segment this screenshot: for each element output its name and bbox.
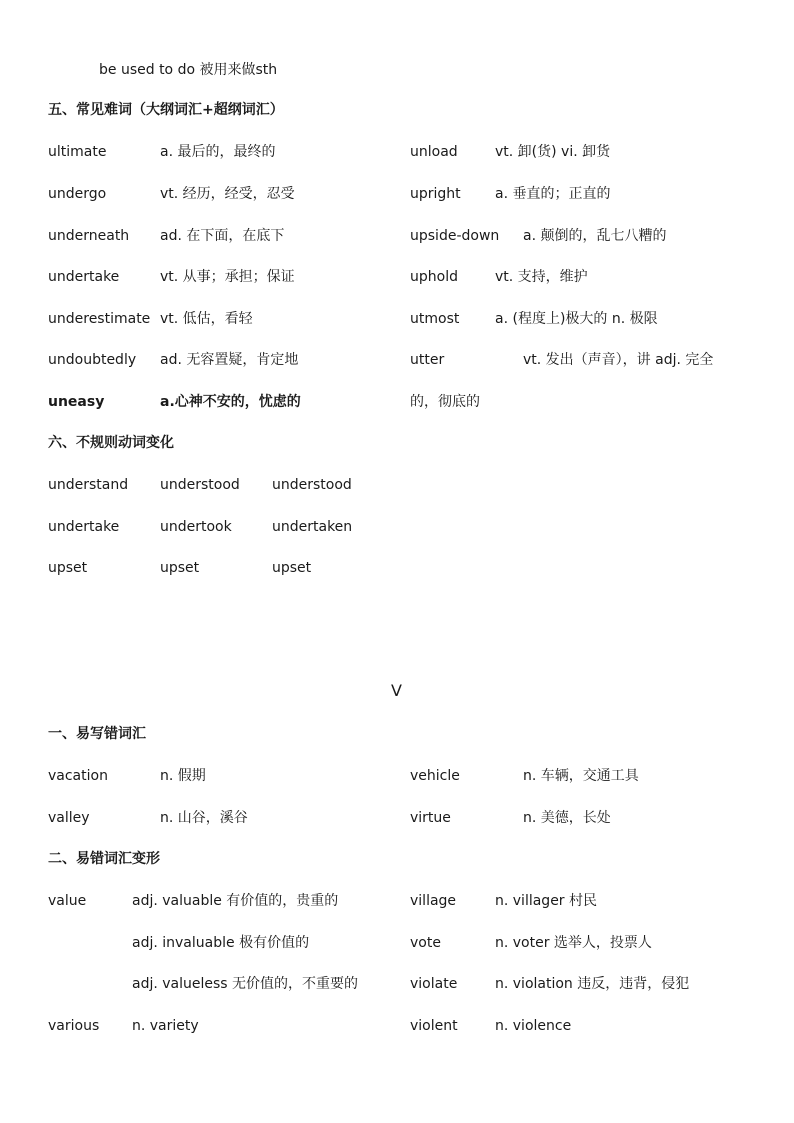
v1-row0-def: n. 假期 (160, 768, 206, 784)
s5-right-def-5: vt. 发出（声音），讲 adj. 完全 (523, 352, 714, 368)
s5-right-def-4: a. (程度上)极大的 n. 极限 (495, 311, 658, 327)
s6-row1-pp: undertaken (272, 519, 353, 535)
v1-row0-def2: n. 车辆，交通工具 (523, 768, 639, 784)
s5-left-word-3: undertake (48, 269, 120, 285)
v2-row2-form: adj. valueless 无价值的，不重要的 (132, 976, 359, 992)
s5-right-word-3: uphold (410, 269, 458, 285)
v2-row1-form: adj. invaluable 极有价值的 (132, 935, 310, 951)
v2-row0-form2: n. villager 村民 (495, 893, 598, 909)
v2-row2-form2: n. violation 违反，违背，侵犯 (495, 976, 690, 992)
intro-line: be used to do 被用来做sth (99, 62, 278, 78)
s6-row0-pp: understood (272, 477, 352, 493)
v2-row2-word2: violate (410, 976, 458, 992)
s6-row2-pp: upset (272, 560, 312, 576)
s5-left-def-5: ad. 无容置疑，肯定地 (160, 352, 299, 368)
v-section2-heading: 二、易错词汇变形 (48, 851, 160, 867)
v2-row3-word2: violent (410, 1018, 458, 1034)
v1-row0-word: vacation (48, 768, 108, 784)
v2-row3-word: various (48, 1018, 100, 1034)
v1-row1-def2: n. 美德，长处 (523, 810, 611, 826)
v-section1-heading: 一、易写错词汇 (48, 726, 146, 742)
s5-right-word-2: upside-down (410, 228, 500, 244)
s5-right-word-0: unload (410, 144, 458, 160)
s6-row2-past: upset (160, 560, 200, 576)
letter-heading: V (391, 681, 402, 700)
v1-row0-word2: vehicle (410, 768, 460, 784)
v1-row1-word2: virtue (410, 810, 451, 826)
s6-row2-base: upset (48, 560, 88, 576)
v2-row1-form2: n. voter 选举人，投票人 (495, 935, 652, 951)
s5-left-word-0: ultimate (48, 144, 107, 160)
v2-row3-form: n. variety (132, 1018, 199, 1034)
s5-left-def-0: a. 最后的，最终的 (160, 144, 276, 160)
v2-row0-form: adj. valuable 有价值的，贵重的 (132, 893, 339, 909)
section5-heading: 五、常见难词（大纲词汇+超纲词汇） (48, 102, 284, 118)
s5-left-word-1: undergo (48, 186, 107, 202)
section6-heading: 六、不规则动词变化 (48, 435, 174, 451)
s5-right-def-0: vt. 卸(货) vi. 卸货 (495, 144, 611, 160)
s5-right-word-1: upright (410, 186, 461, 202)
s6-row1-past: undertook (160, 519, 232, 535)
s5-left-word-5: undoubtedly (48, 352, 137, 368)
v2-row3-form2: n. violence (495, 1018, 572, 1034)
s5-right-def-3: vt. 支持，维护 (495, 269, 588, 285)
v2-row0-word: value (48, 893, 87, 909)
s5-right-word-5: utter (410, 352, 445, 368)
v2-row1-word2: vote (410, 935, 441, 951)
s6-row0-past: understood (160, 477, 240, 493)
s5-left-def-3: vt. 从事；承担；保证 (160, 269, 295, 285)
v1-row1-def: n. 山谷，溪谷 (160, 810, 248, 826)
s5-right-def-2: a. 颠倒的，乱七八糟的 (523, 228, 667, 244)
s5-wrap-line: 的，彻底的 (410, 394, 480, 410)
s5-left-def-6: a.心神不安的，忧虑的 (160, 394, 301, 410)
s5-left-word-6: uneasy (48, 394, 105, 410)
s5-left-word-2: underneath (48, 228, 130, 244)
s5-right-def-1: a. 垂直的；正直的 (495, 186, 611, 202)
s5-left-word-4: underestimate (48, 311, 151, 327)
s5-left-def-2: ad. 在下面，在底下 (160, 228, 285, 244)
s5-left-def-4: vt. 低估，看轻 (160, 311, 253, 327)
v1-row1-word: valley (48, 810, 90, 826)
v2-row0-word2: village (410, 893, 457, 909)
s5-right-word-4: utmost (410, 311, 460, 327)
s6-row0-base: understand (48, 477, 129, 493)
s5-left-def-1: vt. 经历，经受，忍受 (160, 186, 295, 202)
s6-row1-base: undertake (48, 519, 120, 535)
